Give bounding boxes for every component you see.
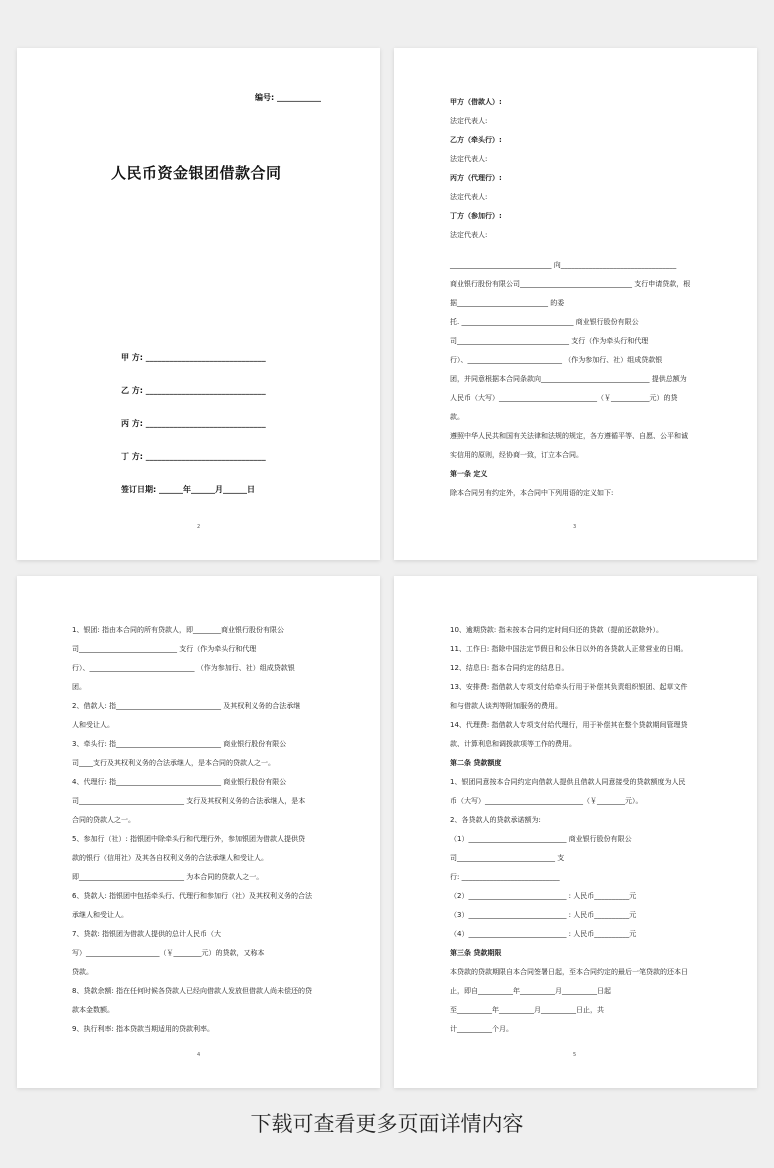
text-line: 4、代理行: 指______________________________ 商业银行股份有限公 [72, 778, 287, 786]
page-number: 5 [573, 1052, 577, 1058]
contract-definitions-page [17, 576, 380, 1088]
signing-date-line: 签订日期: ______年______月______日 [121, 485, 255, 494]
text-line: （3）____________________________ : 人民币__________元 [450, 911, 637, 919]
text-line: （2）____________________________ : 人民币__________元 [450, 892, 637, 900]
party-c-line: 丙 方: ______________________________ [121, 419, 266, 428]
text-line: 丁方（参加行）: [450, 212, 502, 220]
text-line: 据__________________________ 的委 [450, 299, 565, 307]
section-heading: 第二条 贷款额度 [450, 759, 502, 767]
text-line: 6、贷款人: 指银团中包括牵头行、代理行和参加行（社）及其权利义务的合法 [72, 892, 313, 900]
party-d-line: 丁 方: ______________________________ [121, 452, 266, 461]
text-line: 即______________________________ 为本合同的贷款人之一。 [72, 873, 264, 881]
text-line: 12、结息日: 指本合同约定的结息日。 [450, 664, 569, 672]
text-line: 写）_____________________（￥________元）的贷款，又称本 [72, 949, 265, 957]
text-line: 司________________________________ 支行（作为牵头行和代理 [450, 337, 649, 345]
text-line: 实信用的原则，经协商一致，订立本合同。 [450, 451, 583, 459]
text-line: 本贷款的贷款期限自本合同签署日起，至本合同约定的最后一笔贷款的还本日 [450, 968, 688, 976]
text-line: 10、逾期贷款: 指未按本合同约定时间归还的贷款（提前还款除外）。 [450, 626, 663, 634]
text-line: 1、银团: 指由本合同的所有贷款人，即________商业银行股份有限公 [72, 626, 285, 634]
text-line: 法定代表人: [450, 231, 488, 239]
section-heading: 第三条 贷款期限 [450, 949, 502, 957]
text-line: 款、计算利息和调拨款项等工作的费用。 [450, 740, 576, 748]
text-line: 7、贷款: 指银团为借款人提供的总计人民币（大 [72, 930, 222, 938]
party-a-line: 甲 方: ______________________________ [121, 353, 266, 362]
text-line: 行）、___________________________ （作为参加行、社）组成贷款银 [450, 356, 663, 364]
text-line: 团。 [72, 683, 86, 691]
text-line: 商业银行股份有限公司________________________________ 支行申请贷款，根 [450, 280, 691, 288]
party-b-line: 乙 方: ______________________________ [121, 386, 266, 395]
text-line: 丙方（代理行）: [450, 174, 502, 182]
text-line: 计__________个月。 [450, 1025, 513, 1033]
text-line: （4）____________________________ : 人民币__________元 [450, 930, 637, 938]
text-line: 行: ____________________________ [450, 873, 560, 881]
text-line: 法定代表人: [450, 193, 488, 201]
contract-cover-page [17, 48, 380, 560]
page-number: 4 [197, 1052, 201, 1058]
text-line: 款。 [450, 413, 464, 421]
text-line: 款的银行（信用社）及其各自权利义务的合法承继人和受让人。 [72, 854, 268, 862]
text-line: 14、代理费: 指借款人专项支付给代理行，用于补偿其在整个贷款期间管理贷 [450, 721, 688, 729]
text-line: 5、参加行（社）: 指银团中除牵头行和代理行外，参加银团为借款人提供贷 [72, 835, 306, 843]
contract-serial-number: 编号: ___________ [255, 93, 321, 102]
download-more-caption: 下载可查看更多页面详情内容 [250, 1112, 524, 1136]
text-line: 人和受让人。 [72, 721, 114, 729]
text-line: 13、安排费: 指借款人专项支付给牵头行用于补偿其负责组织银团、起草文件 [450, 683, 688, 691]
text-line: （1）____________________________ 商业银行股份有限公 [450, 835, 632, 843]
page-number: 3 [573, 524, 577, 530]
text-line: 乙方（牵头行）: [450, 136, 502, 144]
text-line: 法定代表人: [450, 155, 488, 163]
text-line: 9、执行利率: 指本贷款当期适用的贷款利率。 [72, 1025, 215, 1033]
text-line: 司______________________________ 支行及其权利义务的合法承继人，是本 [72, 797, 306, 805]
text-line: 至__________年__________月__________日止，共 [450, 1006, 604, 1014]
text-line: _____________________________ 向_________________________________ [450, 261, 677, 269]
text-line: 8、贷款余额: 指在任何时候各贷款人已经向借款人发放但借款人尚未偿还的贷 [72, 987, 313, 995]
text-line: 司____支行及其权利义务的合法承继人，是本合同的贷款人之一。 [72, 759, 275, 767]
text-line: 除本合同另有约定外，本合同中下列用语的定义如下: [450, 489, 614, 497]
section-heading: 第一条 定义 [450, 470, 488, 478]
text-line: 2、各贷款人的贷款承诺额为: [450, 816, 541, 824]
text-line: 司____________________________ 支行（作为牵头行和代理 [72, 645, 257, 653]
text-line: 贷款。 [72, 968, 93, 976]
text-line: 团，并同意根据本合同条款向_______________________________ 提供总额为 [450, 375, 687, 383]
text-line: 人民币（大写）____________________________（￥___________元）的贷 [450, 394, 678, 402]
text-line: 币（大写）____________________________（￥________元）。 [450, 797, 643, 805]
text-line: 11、工作日: 指除中国法定节假日和公休日以外的各贷款人正常营业的日期。 [450, 645, 688, 653]
text-line: 和与借款人谈判等附加服务的费用。 [450, 702, 562, 710]
text-line: 3、牵头行: 指______________________________ 商业银行股份有限公 [72, 740, 287, 748]
text-line: 遵照中华人民共和国有关法律和法规的规定，各方遵循平等、自愿、公平和诚 [450, 432, 688, 440]
page-number: 2 [197, 524, 201, 530]
text-line: 1、银团同意按本合同约定向借款人提供且借款人同意接受的贷款额度为人民 [450, 778, 686, 786]
contract-parties-page [394, 48, 757, 560]
text-line: 承继人和受让人。 [72, 911, 128, 919]
contract-title: 人民币资金银团借款合同 [111, 164, 282, 182]
text-line: 托. ________________________________ 商业银行股份有限公 [450, 318, 639, 326]
text-line: 行）、______________________________ （作为参加行、社）组成贷款银 [72, 664, 295, 672]
text-line: 司____________________________ 支 [450, 854, 565, 862]
text-line: 止，即自__________年__________月__________日起 [450, 987, 611, 995]
text-line: 甲方（借款人）: [450, 98, 502, 106]
contract-loan-terms-page [394, 576, 757, 1088]
text-line: 2、借款人: 指______________________________ 及其权利义务的合法承继 [72, 702, 301, 710]
text-line: 法定代表人: [450, 117, 488, 125]
text-line: 款本金数额。 [72, 1006, 114, 1014]
text-line: 合同的贷款人之一。 [72, 816, 135, 824]
